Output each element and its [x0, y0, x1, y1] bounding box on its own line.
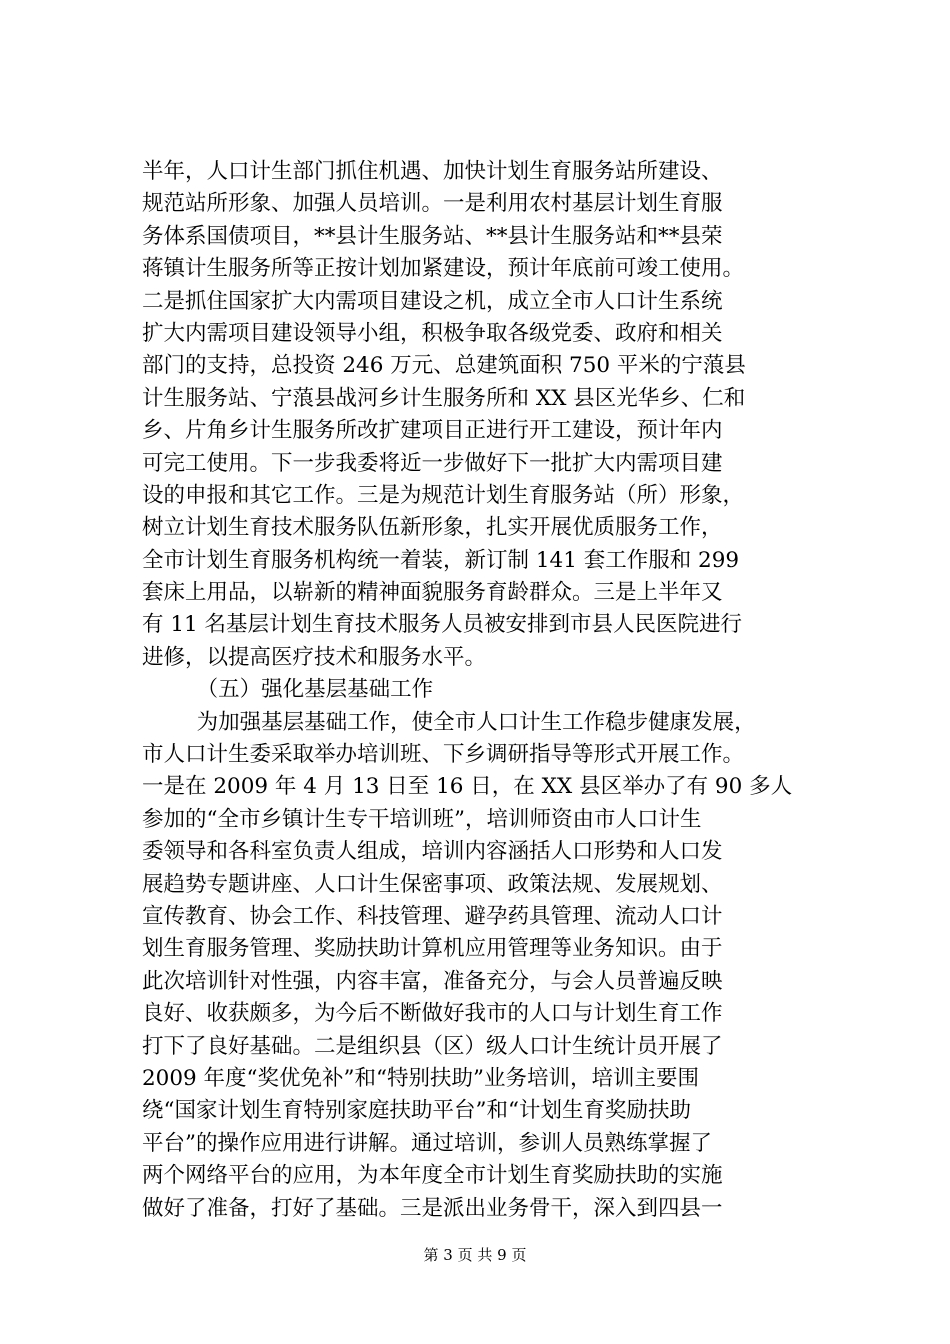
text-line: 部门的支持，总投资 246 万元、总建筑面积 750 平米的宁蒗县	[142, 353, 746, 379]
text-line: 宣传教育、协会工作、科技管理、避孕药具管理、流动人口计	[142, 903, 723, 929]
text-line: 全市计划生育服务机构统一着装，新订制 141 套工作服和 299	[142, 547, 740, 573]
text-line: 平台”的操作应用进行讲解。通过培训，参训人员熟练掌握了	[142, 1130, 712, 1156]
text-line: 此次培训针对性强，内容丰富，准备充分，与会人员普遍反映	[142, 968, 723, 994]
text-line: 一是在 2009 年 4 月 13 日至 16 日，在 XX 县区举办了有 90 多人	[142, 774, 793, 800]
text-line: 划生育服务管理、奖励扶助计算机应用管理等业务知识。由于	[142, 936, 723, 962]
text-line: 打下了良好基础。二是组织县（区）级人口计生统计员开展了	[142, 1033, 723, 1059]
text-line: 蒋镇计生服务所等正按计划加紧建设，预计年底前可竣工使用。	[142, 256, 745, 282]
text-line: 市人口计生委采取举办培训班、下乡调研指导等形式开展工作。	[142, 742, 745, 768]
text-line: 设的申报和其它工作。三是为规范计划生育服务站（所）形象，	[142, 482, 745, 508]
text-line: 有 11 名基层计划生育技术服务人员被安排到市县人民医院进行	[142, 612, 743, 638]
text-line: 可完工使用。下一步我委将近一步做好下一批扩大内需项目建	[142, 450, 723, 476]
text-line: 展趋势专题讲座、人口计生保密事项、政策法规、发展规划、	[142, 871, 723, 897]
text-line: 规范站所形象、加强人员培训。一是利用农村基层计划生育服	[142, 191, 723, 217]
text-line: 2009 年度“奖优免补”和“特别扶助”业务培训，培训主要围	[142, 1065, 700, 1091]
text-line: 二是抓住国家扩大内需项目建设之机，成立全市人口计生系统	[142, 288, 723, 314]
text-line: 半年，人口计生部门抓住机遇、加快计划生育服务站所建设、	[142, 159, 723, 184]
text-line: 进修，以提高医疗技术和服务水平。	[142, 644, 487, 670]
text-line: 乡、片角乡计生服务所改扩建项目正进行开工建设，预计年内	[142, 418, 723, 444]
text-line: 参加的“全市乡镇计生专干培训班”，培训师资由市人口计生	[142, 806, 702, 832]
text-line: 树立计划生育技术服务队伍新形象，扎实开展优质服务工作，	[142, 515, 723, 541]
text-line: 套床上用品，以崭新的精神面貌服务育龄群众。三是上半年又	[142, 580, 723, 606]
text-line: 做好了准备，打好了基础。三是派出业务骨干，深入到四县一	[142, 1195, 723, 1221]
body-text	[142, 156, 832, 1225]
text-line: 委领导和各科室负责人组成，培训内容涵括人口形势和人口发	[142, 839, 723, 865]
page-number-footer: 第 3 页 共 9 页	[423, 1246, 527, 1264]
text-line: 绕“国家计划生育特别家庭扶助平台”和“计划生育奖励扶助	[142, 1098, 691, 1124]
text-line: 良好、收获颇多，为今后不断做好我市的人口与计划生育工作	[142, 1001, 723, 1027]
text-line: 务体系国债项目，**县计生服务站、**县计生服务站和**县荣	[142, 223, 723, 249]
section-heading: （五）强化基层基础工作	[142, 677, 434, 703]
text-line: 为加强基层基础工作，使全市人口计生工作稳步健康发展，	[142, 709, 756, 735]
text-line: 计生服务站、宁蒗县战河乡计生服务所和 XX 县区光华乡、仁和	[142, 385, 746, 411]
text-line: 扩大内需项目建设领导小组，积极争取各级党委、政府和相关	[142, 320, 723, 346]
text-line: 两个网络平台的应用，为本年度全市计划生育奖励扶助的实施	[142, 1163, 723, 1189]
